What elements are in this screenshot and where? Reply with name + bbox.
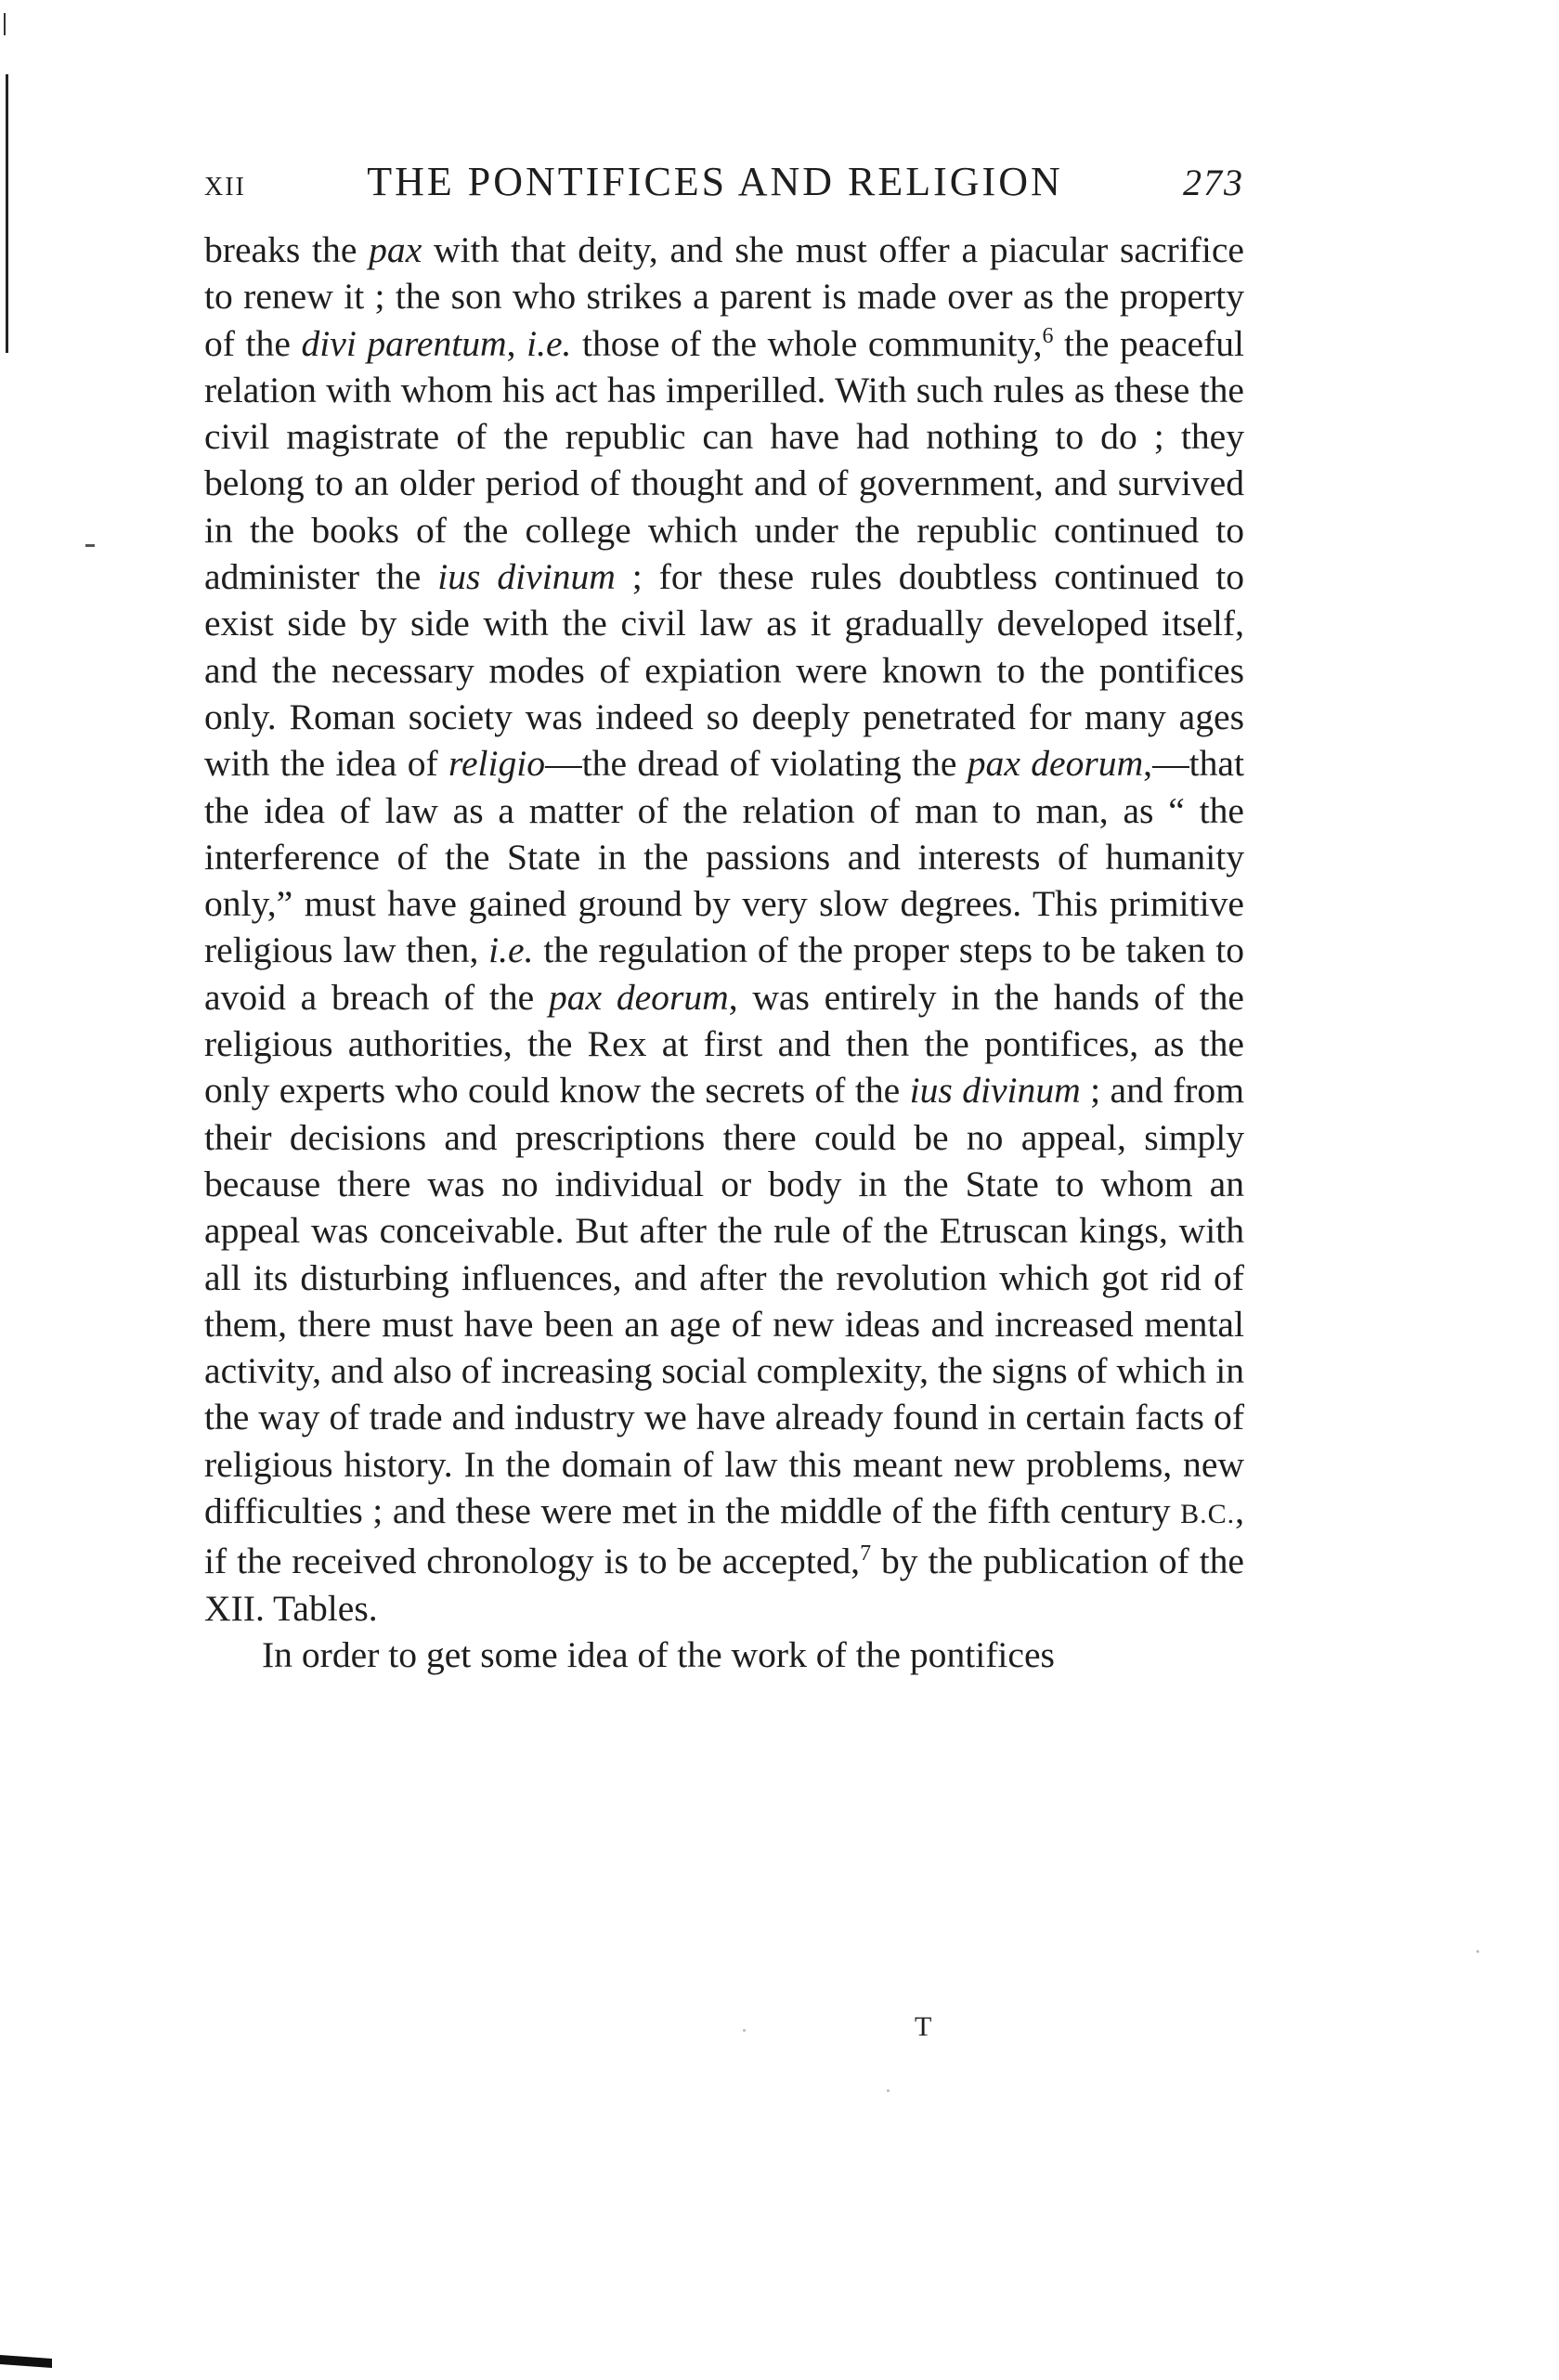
text-run: —the dread of violating the (545, 743, 968, 785)
text-run: In order to get some idea of the work of the pontifices (262, 1633, 1055, 1675)
italic-term: ius divinum (909, 1070, 1081, 1112)
scan-margin-dash (85, 544, 95, 547)
text-run: the peaceful relation with whom his act has imperilled. With such rules as these the civil magistrate of the republic can have had nothing to do ; they belong to an older period of thought and of government, and survived in the books of the college which under the republic continued to administer the (204, 322, 1244, 598)
footnote-ref: 6 (1042, 323, 1054, 348)
footnote-ref: 7 (860, 1541, 872, 1567)
italic-term: i.e. (488, 930, 534, 971)
text-run: with that deity, and she must offer a piacular sacrifice to renew it ; the son who strikes a parent is made over as the property of the (204, 229, 1244, 364)
text-run: ; and from their decisions and prescriptions there could be no appeal, simply because there was no individual or body in the State to whom an appeal was conceivable. But after the rule of the Etruscan kings, with all its disturbing influences, and after the revolution which got rid of them, there must have been an age of new ideas and increased mental activity, and also of increasing social complexity, the signs of which in the way of trade and industry we have already found in certain facts of religious history. In the domain of law this meant new problems, new difficulties ; and these were met in the middle of the fifth century (204, 1070, 1244, 1532)
italic-term: pax (369, 229, 422, 270)
italic-term: pax deorum (967, 743, 1144, 785)
scan-edge-mark (6, 74, 8, 353)
text-run: , (506, 322, 527, 364)
italic-term: divi parentum (301, 322, 507, 364)
text-run: breaks the (204, 229, 370, 270)
running-title: THE PONTIFICES AND RELIGION (367, 159, 1063, 204)
scan-speck (887, 2089, 890, 2092)
text-run: the regulation of the proper steps to be taken to avoid a breach of the (204, 930, 1244, 1018)
text-run: , was entirely in the hands of the religious authorities, the Rex at first and then the pontifices, as the only experts who could know the secrets of the (204, 976, 1244, 1112)
paragraph (204, 1632, 1244, 1678)
page-number: 273 (1183, 162, 1244, 203)
signature-mark: T (915, 2011, 933, 2042)
small-caps-text: B.C. (1180, 1499, 1236, 1530)
text-run: by the publication of the XII. Tables. (204, 1541, 1244, 1629)
body-text (204, 227, 1244, 1678)
text-run: , if the received chronology is to be accepted, (204, 1490, 1244, 1582)
scan-speck (743, 2029, 746, 2032)
text-run: ; for these rules doubtless continued to exist side by side with the civil law as it gradually developed itself, and the necessary modes of expiation were known to the pontifices only. Roman society was indeed so deeply penetrated for many ages with the idea of (204, 556, 1244, 785)
scan-speck (1476, 1950, 1479, 1953)
italic-term: pax deorum (548, 976, 729, 1018)
scan-edge-mark (0, 2355, 52, 2368)
text-run: those of the whole community, (571, 322, 1043, 364)
chapter-number: XII (204, 173, 246, 202)
italic-term: religio (448, 743, 546, 785)
book-page (204, 158, 1244, 1678)
scan-edge-mark (4, 13, 6, 35)
running-head (204, 158, 1244, 214)
italic-term: ius divinum (437, 556, 616, 598)
italic-term: i.e. (526, 322, 572, 364)
text-run: ,—that the idea of law as a matter of the relation of man to man, as “ the interference of the State in the passions and interests of humanity only,” must have gained ground by very slow degrees. This primitive religious law then, (204, 743, 1244, 971)
paragraph (204, 227, 1244, 1632)
